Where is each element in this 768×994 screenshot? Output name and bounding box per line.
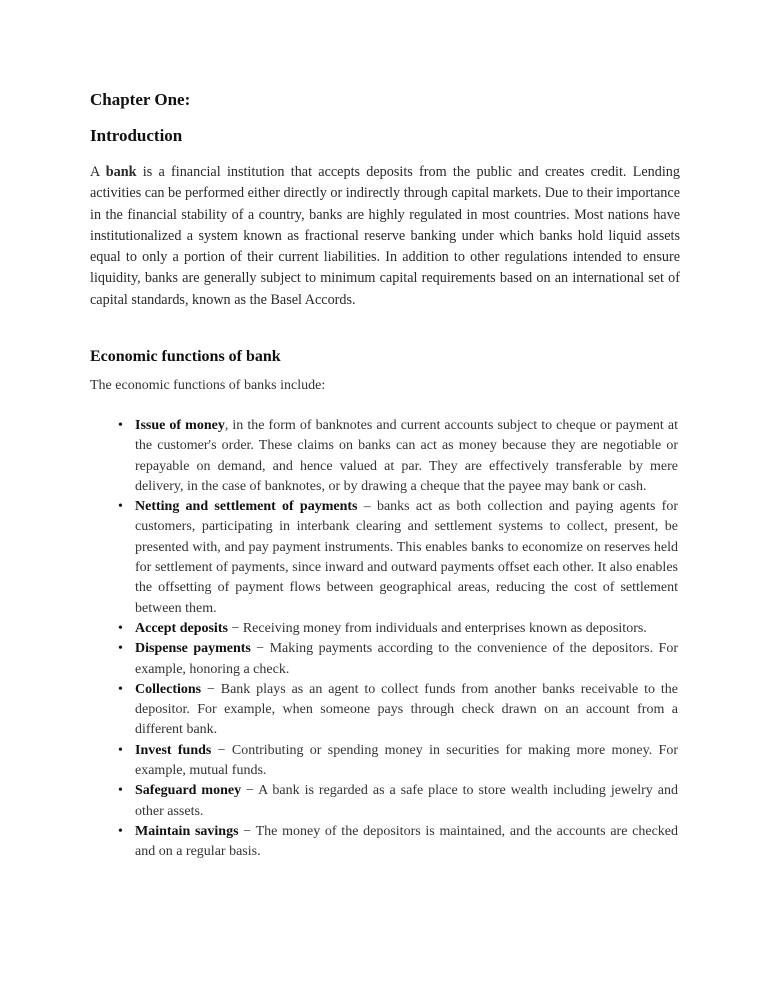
list-item — [118, 822, 678, 863]
list-item-term: Safeguard money — [135, 783, 242, 799]
list-item-term: Accept deposits — [135, 620, 228, 636]
list-item-term: Maintain savings — [135, 823, 239, 839]
bullet-icon: • — [118, 681, 123, 697]
list-item-text: , in the form of banknotes and current accounts subject to cheque or payment at the customer's order. These claims on banks can act as money because they are negotiable or repayable on demand, and hence valued at par. They are effectively transferable by mere delivery, in the case of banknotes, or by drawing a cheque that the payee may bank or cash. — [135, 418, 678, 494]
list-item-text: – banks act as both collection and paying agents for customers, participating in interbank clearing and settlement systems to collect, present, be presented with, and pay payment instruments. This enables banks to economize on reserves held for settlement of payments, since inward and outward payments offset each other. It also enables the offsetting of payment flows between geographical areas, reducing the cost of settlement between them. — [135, 499, 679, 616]
list-item — [118, 680, 678, 741]
list-item-term: Invest funds — [135, 742, 212, 758]
bullet-icon: • — [118, 499, 123, 515]
list-item — [118, 416, 678, 497]
bullet-icon: • — [118, 418, 123, 433]
list-item-text: − A bank is regarded as a safe place to store wealth including jewelry and other assets. — [135, 783, 678, 819]
economic-functions-intro: The economic functions of banks include: — [90, 378, 326, 393]
list-item — [118, 619, 678, 639]
list-item-text: − Receiving money from individuals and enterprises known as depositors. — [227, 620, 647, 636]
list-item-term: Issue of money — [135, 418, 225, 433]
chapter-title: Chapter One: — [90, 90, 191, 109]
list-item — [118, 497, 678, 619]
economic-functions-list — [118, 416, 678, 863]
economic-functions-heading: Economic functions of bank — [90, 348, 281, 365]
list-item — [118, 741, 678, 782]
list-item — [118, 781, 678, 822]
bullet-icon: • — [118, 823, 123, 839]
bullet-icon: • — [118, 641, 123, 657]
introduction-heading: Introduction — [90, 126, 183, 145]
intro-bold-term: bank — [105, 164, 137, 180]
list-item-term: Collections — [135, 681, 202, 697]
bullet-icon: • — [118, 620, 123, 636]
intro-text-rest: is a financial institution that accepts deposits from the public and creates credit. Lending activities can be performed either directly or indirectly through capital markets. Due to their importance in the financial stability of a country, banks are highly regulated in most countries. Most nations have institutionalized a system known as fractional reserve banking under which banks hold liquid assets equal to only a portion of their current liabilities. In addition to other regulations intended to ensure liquidity, banks are generally subject to minimum capital requirements based on an international set of capital standards, known as the Basel Accords. — [90, 164, 680, 308]
bullet-icon: • — [118, 783, 123, 799]
list-item-term: Dispense payments — [135, 641, 251, 657]
introduction-paragraph — [90, 162, 680, 311]
list-item-text: − The money of the depositors is maintained, and the accounts are checked and on a regular basis. — [135, 823, 678, 860]
list-item-text: − Making payments according to the convenience of the depositors. For example, honoring a check. — [135, 641, 678, 677]
list-item — [118, 639, 678, 680]
list-item-text: − Bank plays as an agent to collect funds from another banks receivable to the depositor. For example, when someone pays through check drawn on an account from a different bank. — [135, 681, 678, 738]
list-item-text: − Contributing or spending money in securities for making more money. For example, mutual funds. — [135, 742, 678, 779]
intro-text-start: A — [90, 164, 106, 180]
bullet-icon: • — [118, 742, 123, 758]
list-item-term: Netting and settlement of payments — [135, 499, 358, 515]
